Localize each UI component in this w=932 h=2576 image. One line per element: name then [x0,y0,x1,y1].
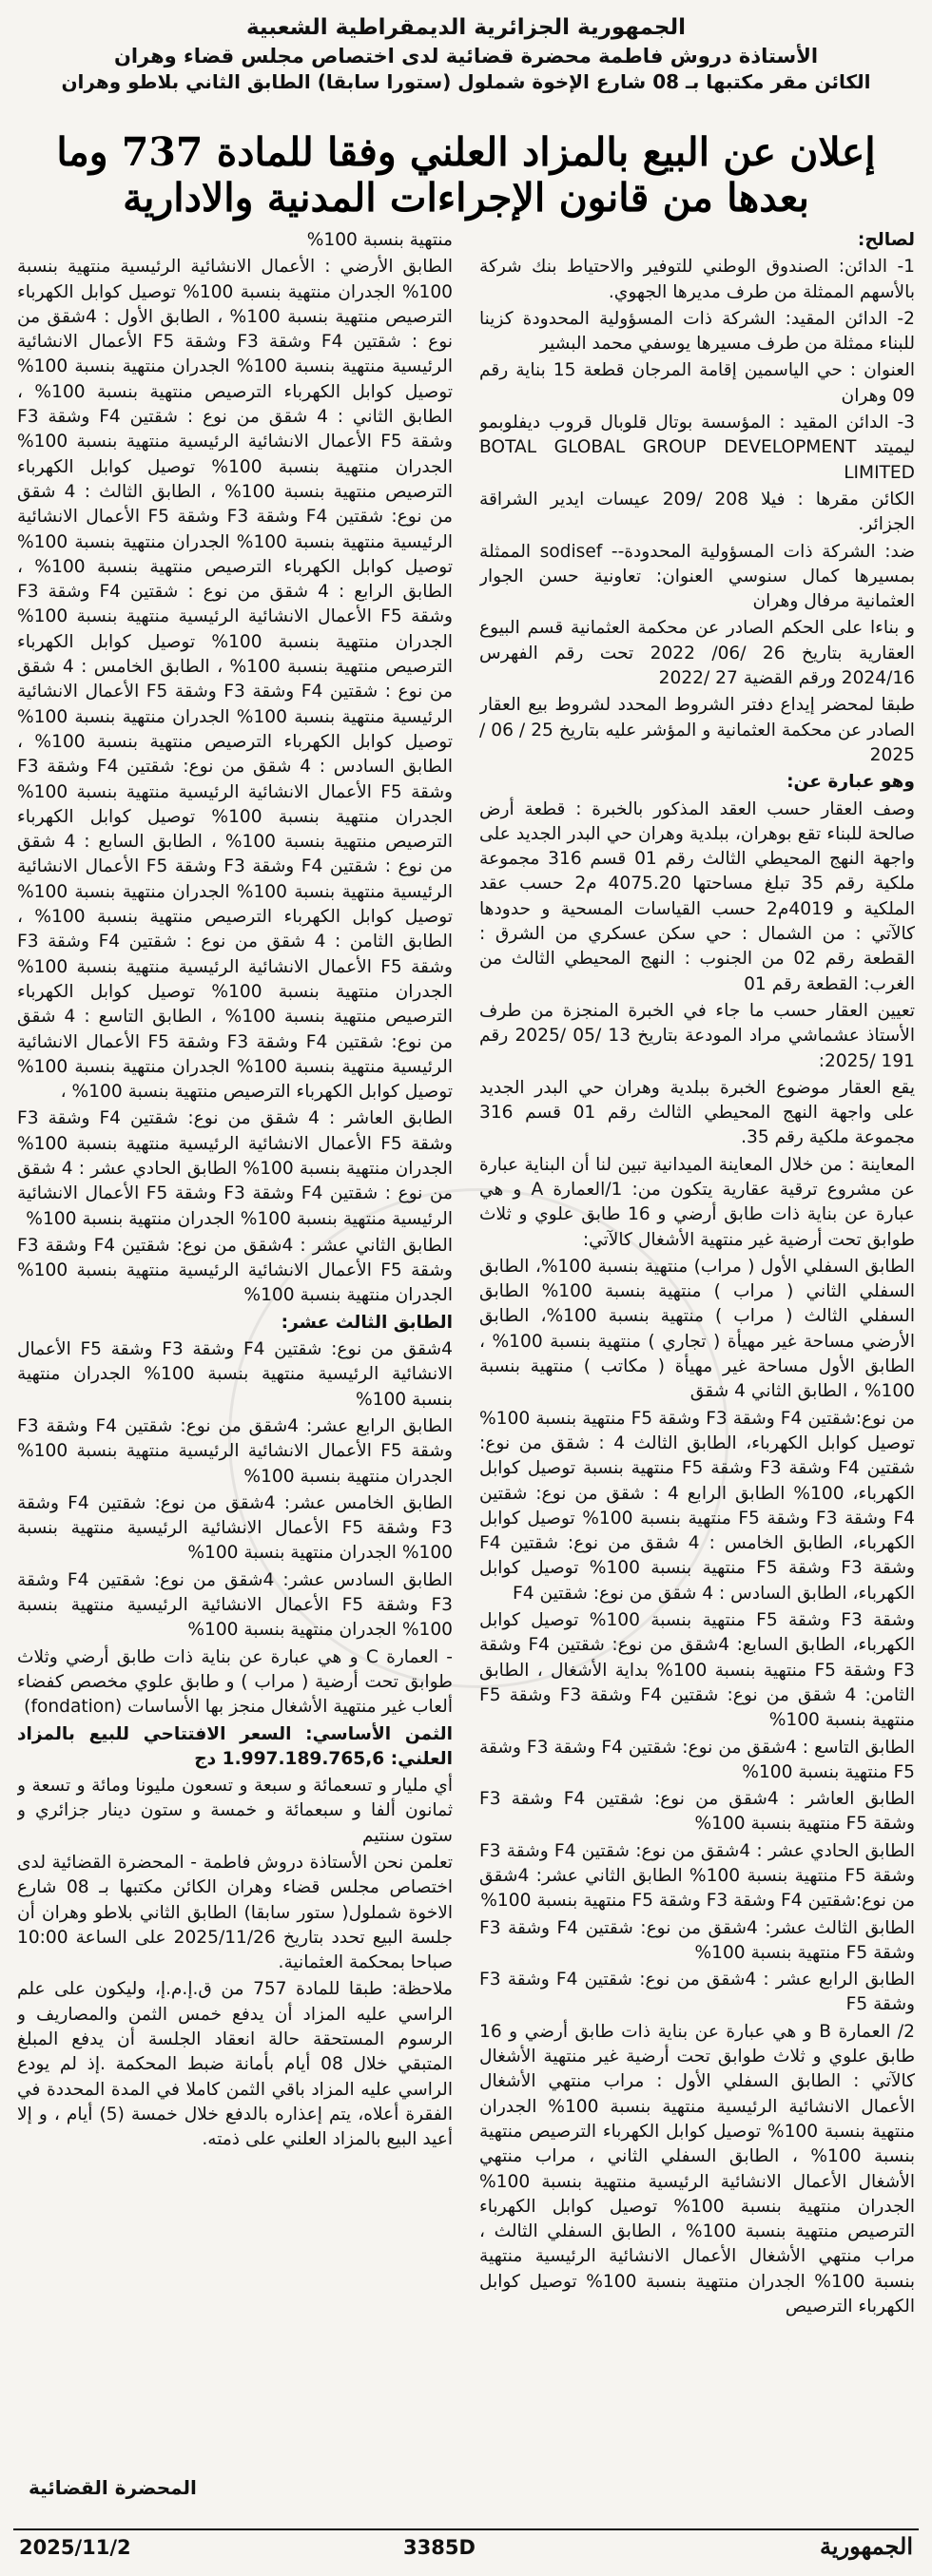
paragraph: يقع العقار موضوع الخبرة ببلدية وهران حي البدر الجديد على واجهة النهج المحيطي الثالث رقم 01 قسم 316 مجموعة ملكية رقم 35. [479,1077,915,1148]
header-line-1: الجمهورية الجزائرية الديمقراطية الشعبية [245,15,687,40]
announcement-title [15,129,917,221]
paragraph: المعاينة : من خلال المعاينة الميدانية تبين لنا أن البناية عبارة عن مشروع ترقية عقارية يتكون من: 1/العمارة A و هي عبارة عن بناية ذات طابق أرضي و 16 طابق علوي و ثلاث طوابق تحت أرضية غير منتهية الأشغال كالآتي: [479,1154,915,1250]
paragraph: الطابق الأرضي : الأعمال الانشائية الرئيسية منتهية بنسبة 100% الجدران منتهية بنسبة 100% توصيل كوابل الكهرباء الترصيص منتهية بنسبة 100% ، الطابق الأول : 4شقق من نوع : شقتين F4 وشقة F3 وشقة F5 الأعمال الانشائية الرئيسية منتهية بنسبة 100% الجدران منتهية بنسبة 100% توصيل كوابل الكهرباء الترصيص منتهية بنسبة 100% ، الطابق الثاني : 4 شقق من نوع : شقتين F4 وشقة F3 وشقة F5 الأعمال الانشائية الرئيسية منتهية بنسبة 100% الجدران منتهية بنسبة 100% توصيل كوابل الكهرباء الترصيص منتهية بنسبة 100% ، الطابق الثالث : 4 شقق من نوع: شقتين F4 وشقة F3 وشقة F5 الأعمال الانشائية الرئيسية منتهية بنسبة 100% الجدران منتهية بنسبة 100% توصيل كوابل الكهرباء الترصيص منتهية بنسبة 100% ، الطابق الرابع : 4 شقق من نوع : شقتين F4 وشقة F3 وشقة F5 الأعمال الانشائية الرئيسية منتهية بنسبة 100% الجدران منتهية بنسبة 100% توصيل كوابل الكهرباء الترصيص منتهية بنسبة 100% ، الطابق الخامس : 4 شقق من نوع : شقتين F4 وشقة F3 وشقة F5 الأعمال الانشائية الرئيسية منتهية بنسبة 100% الجدران منتهية بنسبة 100% توصيل كوابل الكهرباء الترصيص منتهية بنسبة 100% ، الطابق السادس : 4 شقق من نوع: شقتين F4 وشقة F3 وشقة F5 الأعمال الانشائية الرئيسية منتهية بنسبة 100% الجدران منتهية بنسبة 100% توصيل كوابل الكهرباء الترصيص منتهية بنسبة 100% ، الطابق السابع : 4 شقق من نوع : شقتين F4 وشقة F3 وشقة F5 الأعمال الانشائية الرئيسية منتهية بنسبة 100% الجدران منتهية بنسبة 100% توصيل كوابل الكهرباء الترصيص منتهية بنسبة 100% ، الطابق الثامن : 4 شقق من نوع : شقتين F4 وشقة F3 وشقة F5 الأعمال الانشائية الرئيسية منتهية بنسبة 100% الجدران منتهية بنسبة 100% توصيل كوابل الكهرباء الترصيص منتهية بنسبة 100% ، الطابق التاسع : 4 شقق من نوع: شقتين F4 وشقة F3 وشقة F5 الأعمال الانشائية الرئيسية منتهية بنسبة 100% الجدران منتهية بنسبة 100% توصيل كوابل الكهرباء الترصيص منتهية بنسبة 100% ، [17,257,453,1103]
paragraph: الطابق الثالث عشر: [281,1312,453,1333]
paragraph: و بناءا على الحكم الصادر عن محكمة العثمانية قسم البيوع العقارية بتاريخ 26 /06/ 2022 تحت رقم الفهرس 2024/16 ورقم القضية 27 /2022 [479,618,915,689]
paragraph: الطابق الرابع عشر: 4شقق من نوع: شقتين F4 وشقة F3 وشقة F5 الأعمال الانشائية الرئيسية منتهية بنسبة 100% الجدران منتهية بنسبة 100% [17,1415,453,1487]
title-line-1: إعلان عن البيع بالمزاد العلني وفقا للمادة 737 وما [56,129,876,175]
newspaper-logo: الجمهورية [820,2532,913,2560]
bailiff-signature: المحضرة القضائية [29,2476,197,2499]
left-column [17,228,453,2500]
paragraph: العنوان : حي الياسمين إقامة المرجان قطعة 15 بناية رقم 09 وهران [479,360,915,406]
paragraph: الطابق السفلي الأول ( مراب) منتهية بنسبة 100%، الطابق السفلي الثاني ( مراب ) منتهية بنسبة 100% الطابق السفلي الثالث ( مراب ) منتهية بنسبة 100%، الطابق الأرضي مساحة غير مهيأة ( تجاري ) منتهية بنسبة 100% ، الطابق الأول مساحة غير مهيأة ( مكاتب ) منتهية بنسبة 100% ، الطابق الثاني 4 شقق [479,1256,915,1402]
paragraph: 1- الدائن: الصندوق الوطني للتوفير والاحتياط بنك شركة بالأسهم الممثلة من طرف مديرها الجهوي. [479,257,915,302]
paragraph: الطابق الثاني عشر : 4شقق من نوع: شقتين F4 وشقة F3 وشقة F5 الأعمال الانشائية الرئيسية منتهية بنسبة 100% الجدران منتهية بنسبة 100% [17,1235,453,1306]
paragraph: الطابق الثالث عشر: 4شقق من نوع: شقتين F4 وشقة F3 وشقة F5 منتهية بنسبة 100% [479,1917,915,1963]
paragraph: ملاحظة: طبقا للمادة 757 من ق.إ.م.إ، وليكون على علم الراسي عليه المزاد أن يدفع خمس الثمن والمصاريف و الرسوم المستحقة حالة انعقاد الجلسة أن يدفع المبلغ المتبقي خلال 08 أيام بأمانة ضبط المحكمة .إذ لم يودع الراسي عليه المزاد باقي الثمن كاملا في المدة المحددة في الفقرة أعلاه، يتم إعذاره بالدفع خلال خمسة (5) أيام ، و إلا أعيد البيع بالمزاد العلني على ذمته. [17,1979,453,2150]
paragraph: وهو عبارة عن: [786,772,915,793]
paragraph: وصف العقار حسب العقد المذكور بالخبرة : قطعة أرض صالحة للبناء تقع بوهران، ببلدية وهران حي البدر الجديد على واجهة النهج المحيطي الثالث رقم 01 قسم 316 مجموعة ملكية رقم 35 تبلغ مساحتها 4075.20 م2 حسب عقد الملكية و 4019م2 حسب القياسات المسحية و حدودها كالآتي : من الشمال : حي سكن عسكري من الشرق : القطعة رقم 02 من الجنوب : النهج المحيطي الثالث من الغرب: القطعة رقم 01 [479,798,915,994]
paragraph: الثمن الأساسي: السعر الافتتاحي للبيع بالمزاد العلني: 1.997.189.765,6 دج [17,1723,453,1769]
paragraph: الطابق الخامس عشر: 4شقق من نوع: شقتين F4 وشقة F3 وشقة F5 الأعمال الانشائية الرئيسية منتهية بنسبة 100% الجدران منتهية بنسبة 100% [17,1492,453,1564]
paragraph: 4شقق من نوع: شقتين F4 وشقة F3 وشقة F5 الأعمال الانشائية الرئيسية منتهية بنسبة 100% الجدران منتهية بنسبة 100% [17,1339,453,1410]
paragraph: من نوع:شقتين F4 وشقة F3 وشقة F5 منتهية بنسبة 100% توصيل كوابل الكهرباء، الطابق الثالث 4 : شقق من نوع: شقتين F4 وشقة F3 وشقة F5 منتهية بنسبة توصيل كوابل الكهرباء، 100% الطابق الرابع 4 : شقق من نوع: شقتين F4 وشقة F3 وشقة F5 منتهية بنسبة 100% توصيل كوابل الكهرباء، الطابق الخامس : 4 شقق من نوع: شقتين F4 وشقة F3 وشقة F5 منتهية بنسبة 100% توصيل كوابل الكهرباء، الطابق السادس : 4 شقق من نوع: شقتين F4 [479,1408,915,1604]
title-line-2: بعدها من قانون الإجراءات المدنية والادارية [123,175,809,221]
paragraph: تعيين العقار حسب ما جاء في الخبرة المنجزة من طرف الأستاذ عشماشي مراد المودعة بتاريخ 13 /05 /2025 رقم 191 /2025: [479,1000,915,1071]
footer-code: 3385D [403,2536,476,2559]
paragraph: الطابق التاسع : 4شقق من نوع: شقتين F4 وشقة F3 وشقة F5 منتهية بنسبة 100% [479,1737,915,1782]
paragraph: وشقة F3 وشقة F5 منتهية بنسبة 100% توصيل كوابل الكهرباء، الطابق السابع: 4شقق من نوع: شقتين F4 وشقة F3 وشقة F5 منتهية بنسبة 100% بداية الأشغال ، الطابق الثامن: 4 شقق من نوع: شقتين F4 وشقة F3 وشقة F5 منتهية بنسبة 100% [479,1610,915,1731]
footer [13,2528,919,2568]
footer-date: 2025/11/2 [19,2536,131,2559]
paragraph: أي مليار و تسعمائة و سبعة و تسعون مليونا ومائة و تسعة و ثمانون ألفا و سبعمائة و خمسة و ستون دينار جزائري و ستون سنتيم [17,1776,453,1846]
paragraph: الطابق السادس عشر: 4شقق من نوع: شقتين F4 وشقة F3 وشقة F5 الأعمال الانشائية الرئيسية منتهية بنسبة 100% الجدران منتهية بنسبة 100% [17,1569,453,1641]
paragraph: 2/ العمارة B و هي عبارة عن بناية ذات طابق أرضي و 16 طابق علوي و ثلاث طوابق تحت أرضية غير منتهية الأشغال كالآتي : الطابق السفلي الأول : مراب منتهي الأشغال الأعمال الانشائية الرئيسية منتهية بنسبة 100% الجدران منتهية بنسبة 100% توصيل كوابل الكهرباء الترصيص منتهية بنسبة 100% ، الطابق السفلي الثاني ، مراب منتهي الأشغال الأعمال الانشائية الرئيسية منتهية بنسبة 100% الجدران منتهية بنسبة 100% توصيل كوابل الكهرباء الترصيص منتهية بنسبة 100% ، الطابق السفلي الثالث ، مراب منتهي الأشغال الأعمال الانشائية الرئيسية منتهية بنسبة 100% الجدران منتهية بنسبة 100% توصيل كوابل الكهرباء الترصيص [479,2021,915,2317]
paragraph: الطابق العاشر : 4شقق من نوع: شقتين F4 وشقة F3 وشقة F5 منتهية بنسبة 100% [479,1789,915,1835]
paragraph: 2- الدائن المقيد: الشركة ذات المسؤولية المحدودة كزينا للبناء ممثلة من طرف مسيرها يوسفي محمد البشير [479,308,915,355]
paragraph: الطابق العاشر : 4 شقق من نوع: شقتين F4 وشقة F3 وشقة F5 الأعمال الانشائية الرئيسية منتهية بنسبة 100% الجدران منتهية بنسبة 100% الطابق الحادي عشر : 4 شقق من نوع : شقتين F4 وشقة F3 وشقة F5 الأعمال الانشائية الرئيسية منتهية بنسبة 100% الجدران منتهية بنسبة 100% [17,1108,453,1229]
header [19,13,913,95]
header-line-2: الأستاذة دروش فاطمة محضرة قضائية لدى اختصاص مجلس قضاء وهران [113,45,819,68]
right-column [479,228,915,2500]
paragraph: طبقا لمحضر إيداع دفتر الشروط المحدد لشروط بيع العقار الصادر عن محكمة العثمانية و المؤشر عليه بتاريخ 25 / 06 / 2025 [479,695,915,765]
paragraph: الكائن مقرها : فيلا 208 /209 عيسات ايدير الشراقة الجزائر. [479,489,915,535]
paragraph: منتهية بنسبة 100% [306,230,453,250]
paragraph: الطابق الحادي عشر : 4شقق من نوع: شقتين F4 وشقة F3 وشقة F5 منتهية بنسبة 100% الطابق الثاني عشر: 4شقق من نوع:شقتين F4 وشقة F3 وشقة F5 منتهية بنسبة 100% [479,1840,915,1912]
body-columns [17,228,915,2500]
paragraph: تعلمن نحن الأستاذة دروش فاطمة - المحضرة القضائية لدى اختصاص مجلس قضاء وهران الكائن مكتبها بـ 08 شارع الاخوة شملول( ستور سابقا) الطابق الثاني بلاطو وهران أن جلسة البيع تحدد بتاريخ 2025/11/26 على الساعة 10:00 صباحا بمحكمة العثمانية. [17,1853,453,1973]
header-line-3: الكائن مقر مكتبها بـ 08 شارع الإخوة شملول (ستورا سابقا) الطابق الثاني بلاطو وهران [61,70,871,94]
paragraph: - العمارة C و هي عبارة عن بناية ذات طابق أرضي وثلاث طوابق تحت أرضية ( مراب ) و طابق علوي مخصص كفضاء ألعاب غير منتهية الأشغال منجز بها الأساسات (fondation) [17,1646,453,1718]
paragraph: الطابق الرابع عشر : 4شقق من نوع: شقتين F4 وشقة F3 وشقة F5 [479,1970,915,2015]
paragraph: لصالح: [857,230,915,250]
paragraph: 3- الدائن المقيد : المؤسسة بوتال قلوبال قروب ديفلوبمو ليميتد BOTAL GLOBAL GROUP DEVELOPMENT LIMITED [479,413,915,483]
paragraph: ضد: الشركة ذات المسؤولية المحدودة-- sodisef الممثلة بمسيرها كمال سنوسي العنوان: تعاونية حسن الجوار العثمانية مرفال وهران [479,541,915,612]
